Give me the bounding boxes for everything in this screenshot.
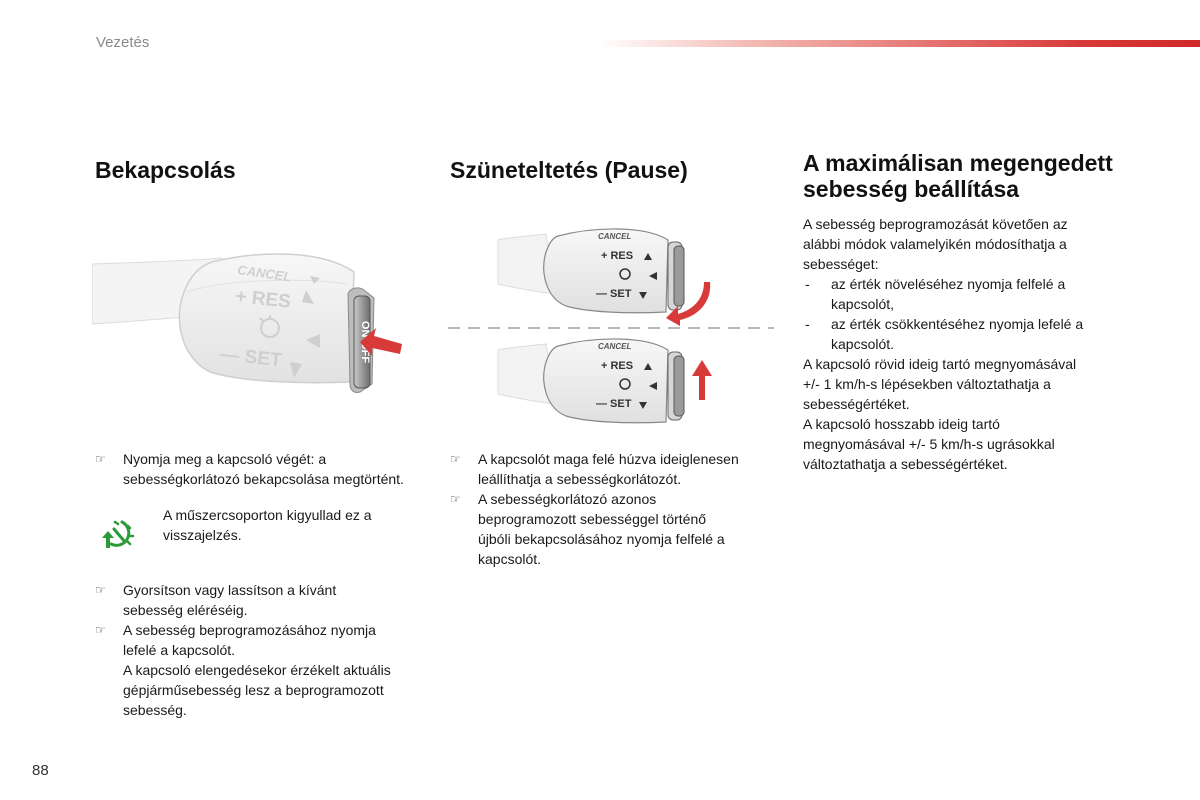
long-press-paragraph: A kapcsoló hosszabb ideig tartó megnyomásával +/- 5 km/h-s ugrásokkal változtathatja a sebességértéket.	[803, 416, 1055, 472]
instruction-bullet: ☞ A kapcsolót maga felé húzva ideiglenesen leállíthatja a sebességkorlátozót.	[450, 451, 739, 487]
svg-text:CANCEL: CANCEL	[598, 342, 632, 351]
cruise-limiter-stalk-illustration	[92, 232, 412, 402]
svg-text:+ RES: + RES	[601, 250, 634, 262]
speed-limiter-warning-light-icon	[100, 516, 136, 552]
instruction-continuation: A kapcsoló elengedésekor érzékelt aktuális gépjárműsebesség lesz a beprogramozott sebesség.	[123, 662, 391, 718]
svg-text:+ RES: + RES	[601, 360, 634, 372]
section-title: Bekapcsolás	[95, 157, 236, 183]
dash-list-item: - az érték növeléséhez nyomja felfelé a kapcsolót,	[805, 276, 1066, 312]
res-label: + RES	[234, 286, 292, 313]
instruction-bullet: ☞ Gyorsítson vagy lassítson a kívánt sebesség eléréséig.	[95, 582, 337, 618]
instruction-bullet: ☞ Nyomja meg a kapcsoló végét: a sebességkorlátozó bekapcsolása megtörtént.	[95, 451, 404, 487]
instruction-bullet: ☞ A sebességkorlátozó azonos beprogramozott sebességgel történő újbóli bekapcsolásához nyomja felfelé a kapcsolót.	[450, 491, 725, 567]
short-press-paragraph: A kapcsoló rövid ideig tartó megnyomásával +/- 1 km/h-s lépésekben változtathatja a sebességértéket.	[803, 356, 1077, 412]
dash-list-item: - az érték csökkentéséhez nyomja lefelé a kapcsolót.	[805, 316, 1084, 352]
pause-instruction-list	[450, 449, 780, 569]
svg-text:CANCEL: CANCEL	[598, 232, 632, 241]
set-label: — SET	[219, 344, 283, 372]
column-max-speed-setting	[803, 150, 1143, 474]
header-accent-bar	[600, 40, 1200, 47]
column-pause	[450, 150, 780, 183]
instruction-list	[95, 580, 435, 720]
section-label: Vezetés	[96, 34, 150, 51]
intro-paragraph: A sebesség beprogramozását követően az alábbi módok valamelyikén módosíthatja a sebességet:	[803, 216, 1068, 272]
column-bekapcsolas	[95, 150, 425, 183]
instruction-bullet: ☞ A sebesség beprogramozásához nyomja lefelé a kapcsolót.	[95, 622, 376, 658]
indicator-text: A műszercsoporton kigyullad ez a visszajelzés.	[163, 507, 372, 543]
page-number: 88	[32, 762, 49, 779]
section-title: A maximálisan megengedett sebesség beállítása	[803, 150, 1113, 202]
section-title: Szüneteltetés (Pause)	[450, 157, 688, 183]
svg-text:— SET: — SET	[596, 398, 632, 410]
cancel-label: CANCEL	[236, 262, 293, 285]
stalk-pull-and-push-illustration	[446, 222, 776, 427]
svg-text:— SET: — SET	[596, 288, 632, 300]
